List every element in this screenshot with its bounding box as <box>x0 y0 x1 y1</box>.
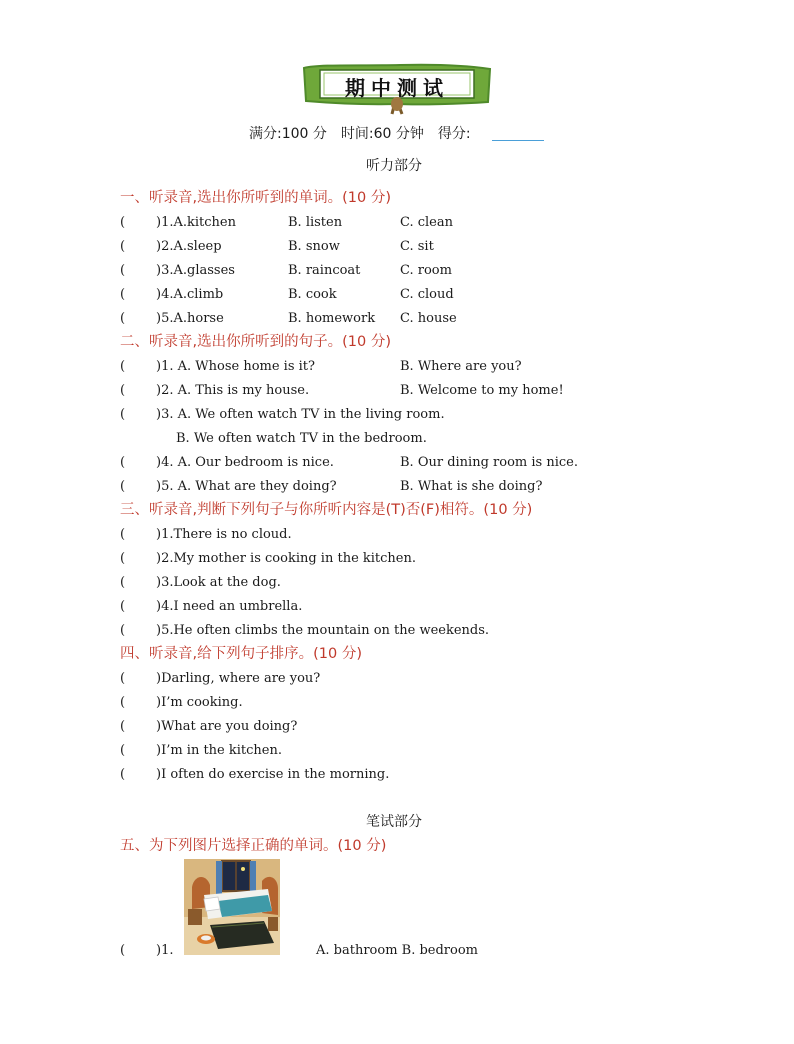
answer-paren: ( <box>120 455 126 470</box>
option-c: C. cloud <box>400 287 454 302</box>
answer-paren: ( <box>120 551 126 566</box>
answer-options: A. bathroom B. bedroom <box>316 943 478 958</box>
bedroom-illustration-icon <box>184 859 280 955</box>
option-b: B. snow <box>288 239 340 254</box>
question-item: )2.A.sleep <box>156 239 222 254</box>
option-b: B. Our dining room is nice. <box>400 455 578 470</box>
option-b: B. listen <box>288 215 343 230</box>
answer-paren: ( <box>120 263 126 278</box>
answer-paren: ( <box>120 479 126 494</box>
question-item: )I often do exercise in the morning. <box>156 767 390 782</box>
option-b: B. raincoat <box>288 263 361 278</box>
answer-paren: ( <box>120 383 126 398</box>
answer-paren: ( <box>120 215 126 230</box>
listening-part-heading: 听力部分 <box>366 158 422 174</box>
question-item: )2. A. This is my house. <box>156 383 310 398</box>
question-item: )5. A. What are they doing? <box>156 479 337 494</box>
answer-paren: ( <box>120 311 126 326</box>
option-c: C. house <box>400 311 457 326</box>
answer-paren: ( <box>120 287 126 302</box>
exam-meta: 满分:100 分 时间:60 分钟 得分: <box>249 126 471 142</box>
question-item: )1.There is no cloud. <box>156 527 292 542</box>
question-item: )5.A.horse <box>156 311 224 326</box>
section-2-title: 二、听录音,选出你所听到的句子。(10 分) <box>120 334 391 350</box>
section-4-title: 四、听录音,给下列句子排序。(10 分) <box>120 646 362 662</box>
question-item: )2.My mother is cooking in the kitchen. <box>156 551 417 566</box>
question-item: )What are you doing? <box>156 719 298 734</box>
option-b: B. Welcome to my home! <box>400 383 564 398</box>
option-c: C. room <box>400 263 452 278</box>
answer-paren: ( <box>120 359 126 374</box>
title-banner <box>300 60 494 116</box>
answer-paren: ( <box>120 599 126 614</box>
section-1-title: 一、听录音,选出你所听到的单词。(10 分) <box>120 190 391 206</box>
answer-paren: ( <box>120 239 126 254</box>
answer-paren: ( <box>120 407 126 422</box>
question-item: )3.Look at the dog. <box>156 575 281 590</box>
answer-paren: ( <box>120 743 126 758</box>
section-5-title: 五、为下列图片选择正确的单词。(10 分) <box>120 838 387 854</box>
question-item: )5.He often climbs the mountain on the weekends. <box>156 623 490 638</box>
answer-paren: ( <box>120 943 126 958</box>
score-underline <box>492 140 544 141</box>
answer-paren: ( <box>120 575 126 590</box>
answer-paren: ( <box>120 527 126 542</box>
question-item: )Darling, where are you? <box>156 671 321 686</box>
question-item: )3.A.glasses <box>156 263 235 278</box>
page-title: 期中测试 <box>345 76 449 100</box>
answer-paren: ( <box>120 671 126 686</box>
answer-paren: ( <box>120 623 126 638</box>
question-item: )I’m in the kitchen. <box>156 743 282 758</box>
question-item: )1.A.kitchen <box>156 215 236 230</box>
option-c: C. clean <box>400 215 454 230</box>
question-item: )1. A. Whose home is it? <box>156 359 315 374</box>
question-item: )1. <box>156 943 174 958</box>
option-b: B. Where are you? <box>400 359 522 374</box>
option-b: B. homework <box>288 311 376 326</box>
question-item: )4.I need an umbrella. <box>156 599 303 614</box>
writing-part-heading: 笔试部分 <box>366 814 422 830</box>
question-item: )3. A. We often watch TV in the living room. <box>156 407 445 422</box>
option-b: B. What is she doing? <box>400 479 543 494</box>
option-c: C. sit <box>400 239 434 254</box>
option-b: B. We often watch TV in the bedroom. <box>176 431 427 446</box>
answer-paren: ( <box>120 719 126 734</box>
option-b: B. cook <box>288 287 337 302</box>
question-item: )4.A.climb <box>156 287 224 302</box>
answer-paren: ( <box>120 767 126 782</box>
answer-paren: ( <box>120 695 126 710</box>
section-3-title: 三、听录音,判断下列句子与你所听内容是(T)否(F)相符。(10 分) <box>120 502 533 518</box>
question-item: )4. A. Our bedroom is nice. <box>156 455 334 470</box>
question-item: )I’m cooking. <box>156 695 243 710</box>
bedroom-picture <box>184 859 280 955</box>
